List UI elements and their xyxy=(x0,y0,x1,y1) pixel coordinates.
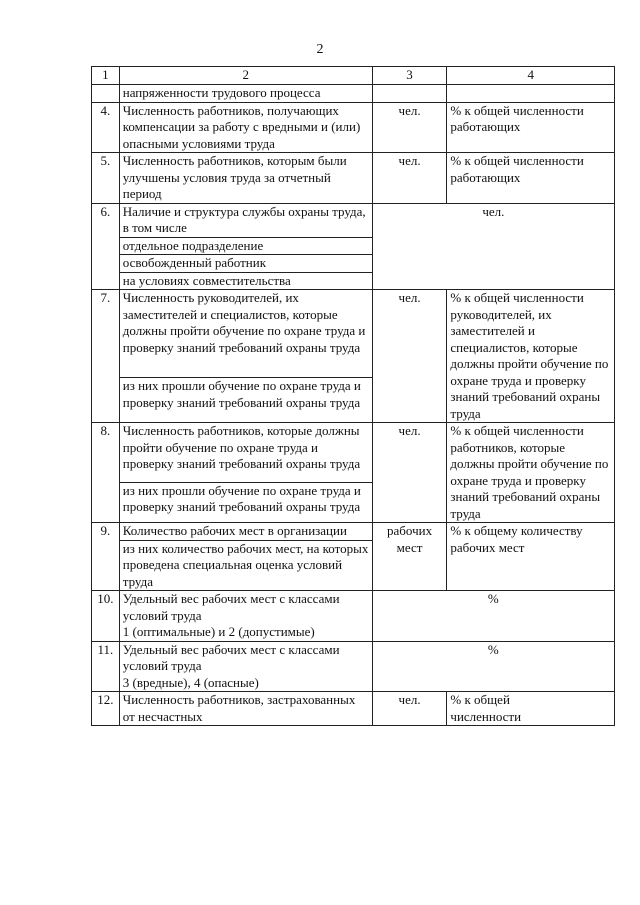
unit: рабочих мест xyxy=(372,523,447,591)
indicator-name: Количество рабочих мест в организации xyxy=(119,523,372,541)
indicator-name: Численность руководителей, их заместителей и специалистов, которые должны пройти обучение по охране труда и проверку знаний требований охраны труда xyxy=(119,290,372,378)
indicator-name: Численность работников, которые должны пройти обучение по охране труда и проверку знаний требований охраны труда xyxy=(119,423,372,483)
relative-unit: % к общей численности работников, которые должны пройти обучение по охране труда и проверку знаний требований охраны труда xyxy=(447,423,615,523)
row-continuation-text: напряженности трудового процесса xyxy=(119,85,372,103)
row-number: 11. xyxy=(92,641,120,692)
indicator-name: Удельный вес рабочих мест с классами условий труда 3 (вредные), 4 (опасные) xyxy=(119,641,372,692)
header-row xyxy=(92,67,615,85)
unit: чел. xyxy=(372,290,447,423)
unit: % xyxy=(372,591,614,642)
sub-indicator: освобожденный работник xyxy=(119,255,372,273)
sub-indicator: отдельное подразделение xyxy=(119,237,372,255)
relative-unit: % к общей численности xyxy=(447,692,615,726)
table-row xyxy=(92,641,615,692)
relative-unit: % к общей численности работающих xyxy=(447,102,615,153)
table-row xyxy=(92,523,615,541)
header-col-4: 4 xyxy=(447,67,615,85)
sub-indicator: из них количество рабочих мест, на которых проведена специальная оценка условий труда xyxy=(119,540,372,591)
table-row xyxy=(92,153,615,204)
unit: чел. xyxy=(372,102,447,153)
unit: чел. xyxy=(372,423,447,523)
row-number: 7. xyxy=(92,290,120,423)
indicators-table xyxy=(91,66,615,726)
table-row xyxy=(92,203,615,237)
row-number: 8. xyxy=(92,423,120,523)
table-row xyxy=(92,692,615,726)
relative-unit: % к общей численности работающих xyxy=(447,153,615,204)
relative-unit: % к общей численности руководителей, их заместителей и специалистов, которые должны пройти обучение по охране труда и проверку знаний требований охраны труда xyxy=(447,290,615,423)
sub-indicator: на условиях совместительства xyxy=(119,272,372,290)
table-row xyxy=(92,423,615,483)
table-row xyxy=(92,591,615,642)
table-row xyxy=(92,290,615,378)
row-number: 12. xyxy=(92,692,120,726)
row-number: 4. xyxy=(92,102,120,153)
header-col-2: 2 xyxy=(119,67,372,85)
unit: чел. xyxy=(372,692,447,726)
unit: чел. xyxy=(372,153,447,204)
indicator-name: Численность работников, застрахованных от несчастных xyxy=(119,692,372,726)
row-number: 9. xyxy=(92,523,120,591)
row-number: 10. xyxy=(92,591,120,642)
row-number: 5. xyxy=(92,153,120,204)
relative-unit: % к общему количеству рабочих мест xyxy=(447,523,615,591)
indicator-name: Численность работников, получающих компенсации за работу с вредными и (или) опасными условиями труда xyxy=(119,102,372,153)
header-col-3: 3 xyxy=(372,67,447,85)
unit: % xyxy=(372,641,614,692)
row-number: 6. xyxy=(92,203,120,290)
header-col-1: 1 xyxy=(92,67,120,85)
indicator-name: Численность работников, которым были улучшены условия труда за отчетный период xyxy=(119,153,372,204)
sub-indicator: из них прошли обучение по охране труда и проверку знаний требований охраны труда xyxy=(119,378,372,423)
sub-indicator: из них прошли обучение по охране труда и проверку знаний требований охраны труда xyxy=(119,482,372,522)
table-row xyxy=(92,102,615,153)
page-number: 2 xyxy=(316,42,324,57)
unit: чел. xyxy=(372,203,614,290)
indicator-name: Наличие и структура службы охраны труда, в том числе xyxy=(119,203,372,237)
indicator-name: Удельный вес рабочих мест с классами условий труда 1 (оптимальные) и 2 (допустимые) xyxy=(119,591,372,642)
table-row xyxy=(92,85,615,103)
